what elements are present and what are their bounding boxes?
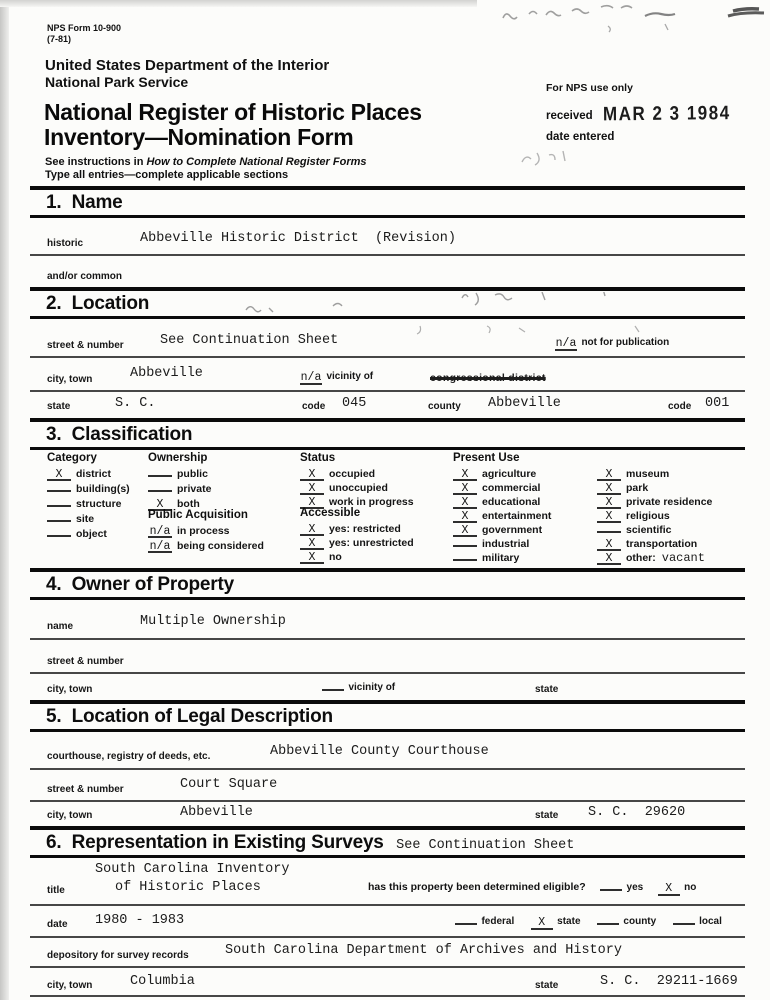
survey-city-label: city, town: [47, 980, 93, 991]
owner-vicinity-group: [322, 677, 395, 695]
form-title: [44, 100, 422, 150]
section6-heading: 6. Representation in Existing Surveys: [46, 832, 384, 853]
checkbox-buildings: building(s): [47, 479, 130, 497]
form-title-line1: National Register of Historic Places: [44, 99, 422, 125]
checkbox-being-considered: n/a being considered: [149, 540, 264, 553]
instructions-prefix: See instructions in: [45, 156, 147, 168]
survey-title-label: title: [47, 885, 65, 896]
eligible-question: has this property been determined eligible?: [368, 881, 586, 893]
check-mark: X: [597, 540, 621, 551]
owner-street-row: [30, 640, 745, 674]
scan-edge-top: [0, 0, 477, 7]
checkbox-scientific: scientific: [597, 520, 672, 538]
owner-city-row: [30, 674, 745, 698]
check-mark: X: [597, 498, 621, 509]
city-town-row: [30, 356, 745, 392]
legal-street-row: [30, 770, 745, 802]
scan-edge-left: [0, 0, 9, 1000]
county-label: county: [428, 401, 461, 412]
legal-city-value: Abbeville: [180, 805, 253, 820]
county-blank: [597, 923, 619, 925]
na-mark: n/a: [149, 525, 171, 538]
checkbox-yes-restricted: X yes: restricted: [300, 519, 401, 537]
code-label: code: [302, 401, 326, 412]
na-publication-mark: n/a: [555, 337, 577, 350]
code2-label: code: [668, 401, 692, 412]
check-mark: X: [453, 512, 477, 523]
check-mark: X: [597, 484, 621, 495]
other-value: vacant: [661, 551, 705, 565]
check-mark: X: [597, 512, 621, 523]
vicinity-blank: [322, 689, 344, 691]
section1-bar: [30, 186, 745, 218]
checkbox-entertainment: X entertainment: [453, 506, 551, 524]
survey-title-line1: South Carolina Inventory: [95, 862, 290, 877]
instructions-line2: Type all entries—complete applicable sections: [45, 169, 289, 181]
checkbox-transportation: X transportation: [597, 534, 697, 552]
legal-street-value: Court Square: [180, 777, 278, 792]
survey-state-value: S. C. 29211-1669: [600, 974, 738, 989]
checkbox-industrial: industrial: [453, 534, 529, 552]
agency-subname: National Park Service: [45, 74, 189, 90]
ownership-header: Ownership: [148, 452, 208, 464]
street-number-value: See Continuation Sheet: [160, 333, 339, 348]
survey-level-group: [455, 911, 722, 930]
check-mark: [47, 535, 71, 537]
legal-state-label: state: [535, 810, 559, 821]
vicinity-label: vicinity of: [326, 371, 374, 382]
checkbox-both: X both: [148, 494, 200, 512]
not-for-publication-group: [555, 332, 669, 351]
congressional-district-struck: congressional district: [430, 372, 546, 384]
checkbox-work-in-progress: X work in progress: [300, 492, 414, 510]
check-mark: [47, 520, 71, 522]
owner-vicinity-label: vicinity of: [348, 682, 396, 693]
form-number: [47, 23, 121, 45]
section6-continuation-note: See Continuation Sheet: [396, 838, 575, 853]
common-row: [30, 258, 745, 285]
received-label: received: [546, 110, 593, 122]
legal-street-label: street & number: [47, 784, 124, 795]
state-level-label: state: [557, 916, 581, 927]
survey-city-value: Columbia: [130, 974, 195, 989]
check-mark: X: [300, 484, 324, 495]
received-date-stamp: MAR 2 3 1984: [603, 101, 731, 125]
pencil-scribble-date-entered: [516, 142, 586, 172]
county-level-label: county: [623, 916, 657, 927]
check-mark: X: [597, 554, 621, 565]
section6-bar: [30, 826, 745, 858]
check-mark: X: [453, 484, 477, 495]
street-number-row: [30, 322, 745, 358]
section1-heading: 1. Name: [46, 192, 123, 213]
courthouse-row: [30, 734, 745, 770]
owner-street-label: street & number: [47, 656, 124, 667]
code-value: 045: [342, 396, 367, 411]
na-mark: n/a: [149, 540, 171, 553]
legal-city-label: city, town: [47, 810, 93, 821]
checkbox-district: X district: [47, 464, 111, 482]
eligible-no-label: no: [684, 882, 697, 893]
checkbox-private: private: [148, 479, 211, 497]
check-mark: [148, 475, 172, 477]
checkbox-object: object: [47, 524, 107, 542]
nps-use-only-label: For NPS use only: [546, 82, 633, 94]
historic-row: [30, 222, 745, 256]
checkbox-park: X park: [597, 478, 648, 496]
owner-name-value: Multiple Ownership: [140, 614, 286, 629]
depository-row: [30, 938, 745, 968]
checkbox-military: military: [453, 548, 519, 566]
present-use-header: Present Use: [453, 452, 520, 464]
survey-date-value: 1980 - 1983: [95, 913, 185, 928]
eligible-yes-label: yes: [626, 882, 644, 893]
check-mark: X: [300, 498, 324, 509]
depository-value: South Carolina Department of Archives and History: [225, 943, 622, 958]
owner-name-row: [30, 602, 745, 640]
section4-bar: [30, 568, 745, 600]
accessible-header: Accessible: [300, 507, 361, 519]
check-mark: [453, 559, 477, 561]
section4-heading: 4. Owner of Property: [46, 574, 234, 595]
checkbox-occupied: X occupied: [300, 464, 375, 482]
owner-city-label: city, town: [47, 684, 93, 695]
agency-name: United States Department of the Interior: [45, 57, 330, 74]
check-mark: [597, 531, 621, 533]
checkbox-private-residence: X private residence: [597, 492, 712, 510]
city-town-label: city, town: [47, 374, 93, 385]
city-town-value: Abbeville: [130, 366, 203, 381]
pencil-scribble-top-right: [725, 8, 767, 22]
checkbox-yes-unrestricted: X yes: unrestricted: [300, 533, 414, 551]
federal-blank: [455, 923, 477, 925]
eligible-yes-blank: [600, 889, 622, 891]
courthouse-value: Abbeville County Courthouse: [270, 744, 489, 759]
checkbox-museum: X museum: [597, 464, 669, 482]
state-code-row: [30, 390, 745, 416]
legal-city-row: [30, 800, 745, 824]
code2-value: 001: [705, 396, 730, 411]
check-mark: X: [47, 470, 71, 481]
checkbox-structure: structure: [47, 494, 122, 512]
check-mark: X: [148, 500, 172, 511]
owner-state-label: state: [535, 684, 559, 695]
check-mark: X: [597, 470, 621, 481]
section5-bar: [30, 700, 745, 732]
common-label: and/or common: [47, 271, 123, 282]
checkbox-site: site: [47, 509, 94, 527]
section3-heading: 3. Classification: [46, 424, 193, 445]
status-header: Status: [300, 452, 336, 464]
owner-name-label: name: [47, 621, 74, 632]
check-mark: X: [300, 525, 324, 536]
survey-state-label: state: [535, 980, 559, 991]
checkbox-unoccupied: X unoccupied: [300, 478, 388, 496]
survey-city-row: [30, 968, 745, 997]
eligible-group: [368, 877, 696, 896]
check-mark: [47, 505, 71, 507]
checkbox-religious: X religious: [597, 506, 670, 524]
courthouse-label: courthouse, registry of deeds, etc.: [47, 751, 211, 762]
federal-label: federal: [481, 916, 515, 927]
county-value: Abbeville: [488, 396, 561, 411]
check-mark: [148, 490, 172, 492]
received-row: [546, 101, 731, 125]
instructions-line1: [45, 156, 367, 168]
checkbox-commercial: X commercial: [453, 478, 540, 496]
checkbox-educational: X educational: [453, 492, 540, 510]
depository-label: depository for survey records: [47, 950, 189, 961]
survey-title-row: [30, 860, 745, 906]
historic-label: historic: [47, 238, 84, 249]
section5-heading: 5. Location of Legal Description: [46, 706, 333, 727]
checkbox-government: X government: [453, 520, 542, 538]
check-mark: X: [453, 470, 477, 481]
check-mark: X: [453, 498, 477, 509]
legal-state-value: S. C. 29620: [588, 805, 686, 820]
street-number-label: street & number: [47, 340, 124, 351]
check-mark: [453, 545, 477, 547]
checkbox-other: X other: vacant: [597, 548, 705, 566]
state-label: state: [47, 401, 71, 412]
section3-bar: [30, 418, 745, 450]
checkbox-public: public: [148, 464, 208, 482]
public-acquisition-header: Public Acquisition: [148, 509, 248, 521]
instructions-title-ref: How to Complete National Register Forms: [146, 156, 367, 168]
check-mark: X: [300, 539, 324, 550]
survey-date-row: [30, 906, 745, 938]
state-value: S. C.: [115, 396, 156, 411]
check-mark: X: [300, 470, 324, 481]
local-blank: [673, 923, 695, 925]
not-for-publication-label: not for publication: [581, 337, 670, 348]
survey-date-label: date: [47, 919, 68, 930]
historic-value: Abbeville Historic District (Revision): [140, 231, 456, 246]
local-level-label: local: [699, 916, 722, 927]
section2-heading: 2. Location: [46, 293, 150, 314]
na-vicinity-mark: n/a: [300, 371, 322, 384]
checkbox-no: X no: [300, 547, 342, 565]
vicinity-group: [300, 366, 373, 385]
survey-title-line2: of Historic Places: [115, 880, 261, 895]
check-mark: X: [300, 553, 324, 564]
eligible-no-blank: X: [658, 884, 680, 896]
form-number-line: NPS Form 10-900: [47, 23, 122, 33]
state-level-blank: X: [531, 918, 553, 930]
form-title-line2: Inventory—Nomination Form: [44, 124, 354, 150]
checkbox-agriculture: X agriculture: [453, 464, 536, 482]
category-header: Category: [47, 452, 97, 464]
date-entered-label: date entered: [546, 131, 615, 143]
check-mark: [47, 490, 71, 492]
checkbox-in-process: n/a in process: [149, 525, 230, 538]
check-mark: X: [453, 526, 477, 537]
form-revision-line: (7-81): [47, 34, 72, 44]
